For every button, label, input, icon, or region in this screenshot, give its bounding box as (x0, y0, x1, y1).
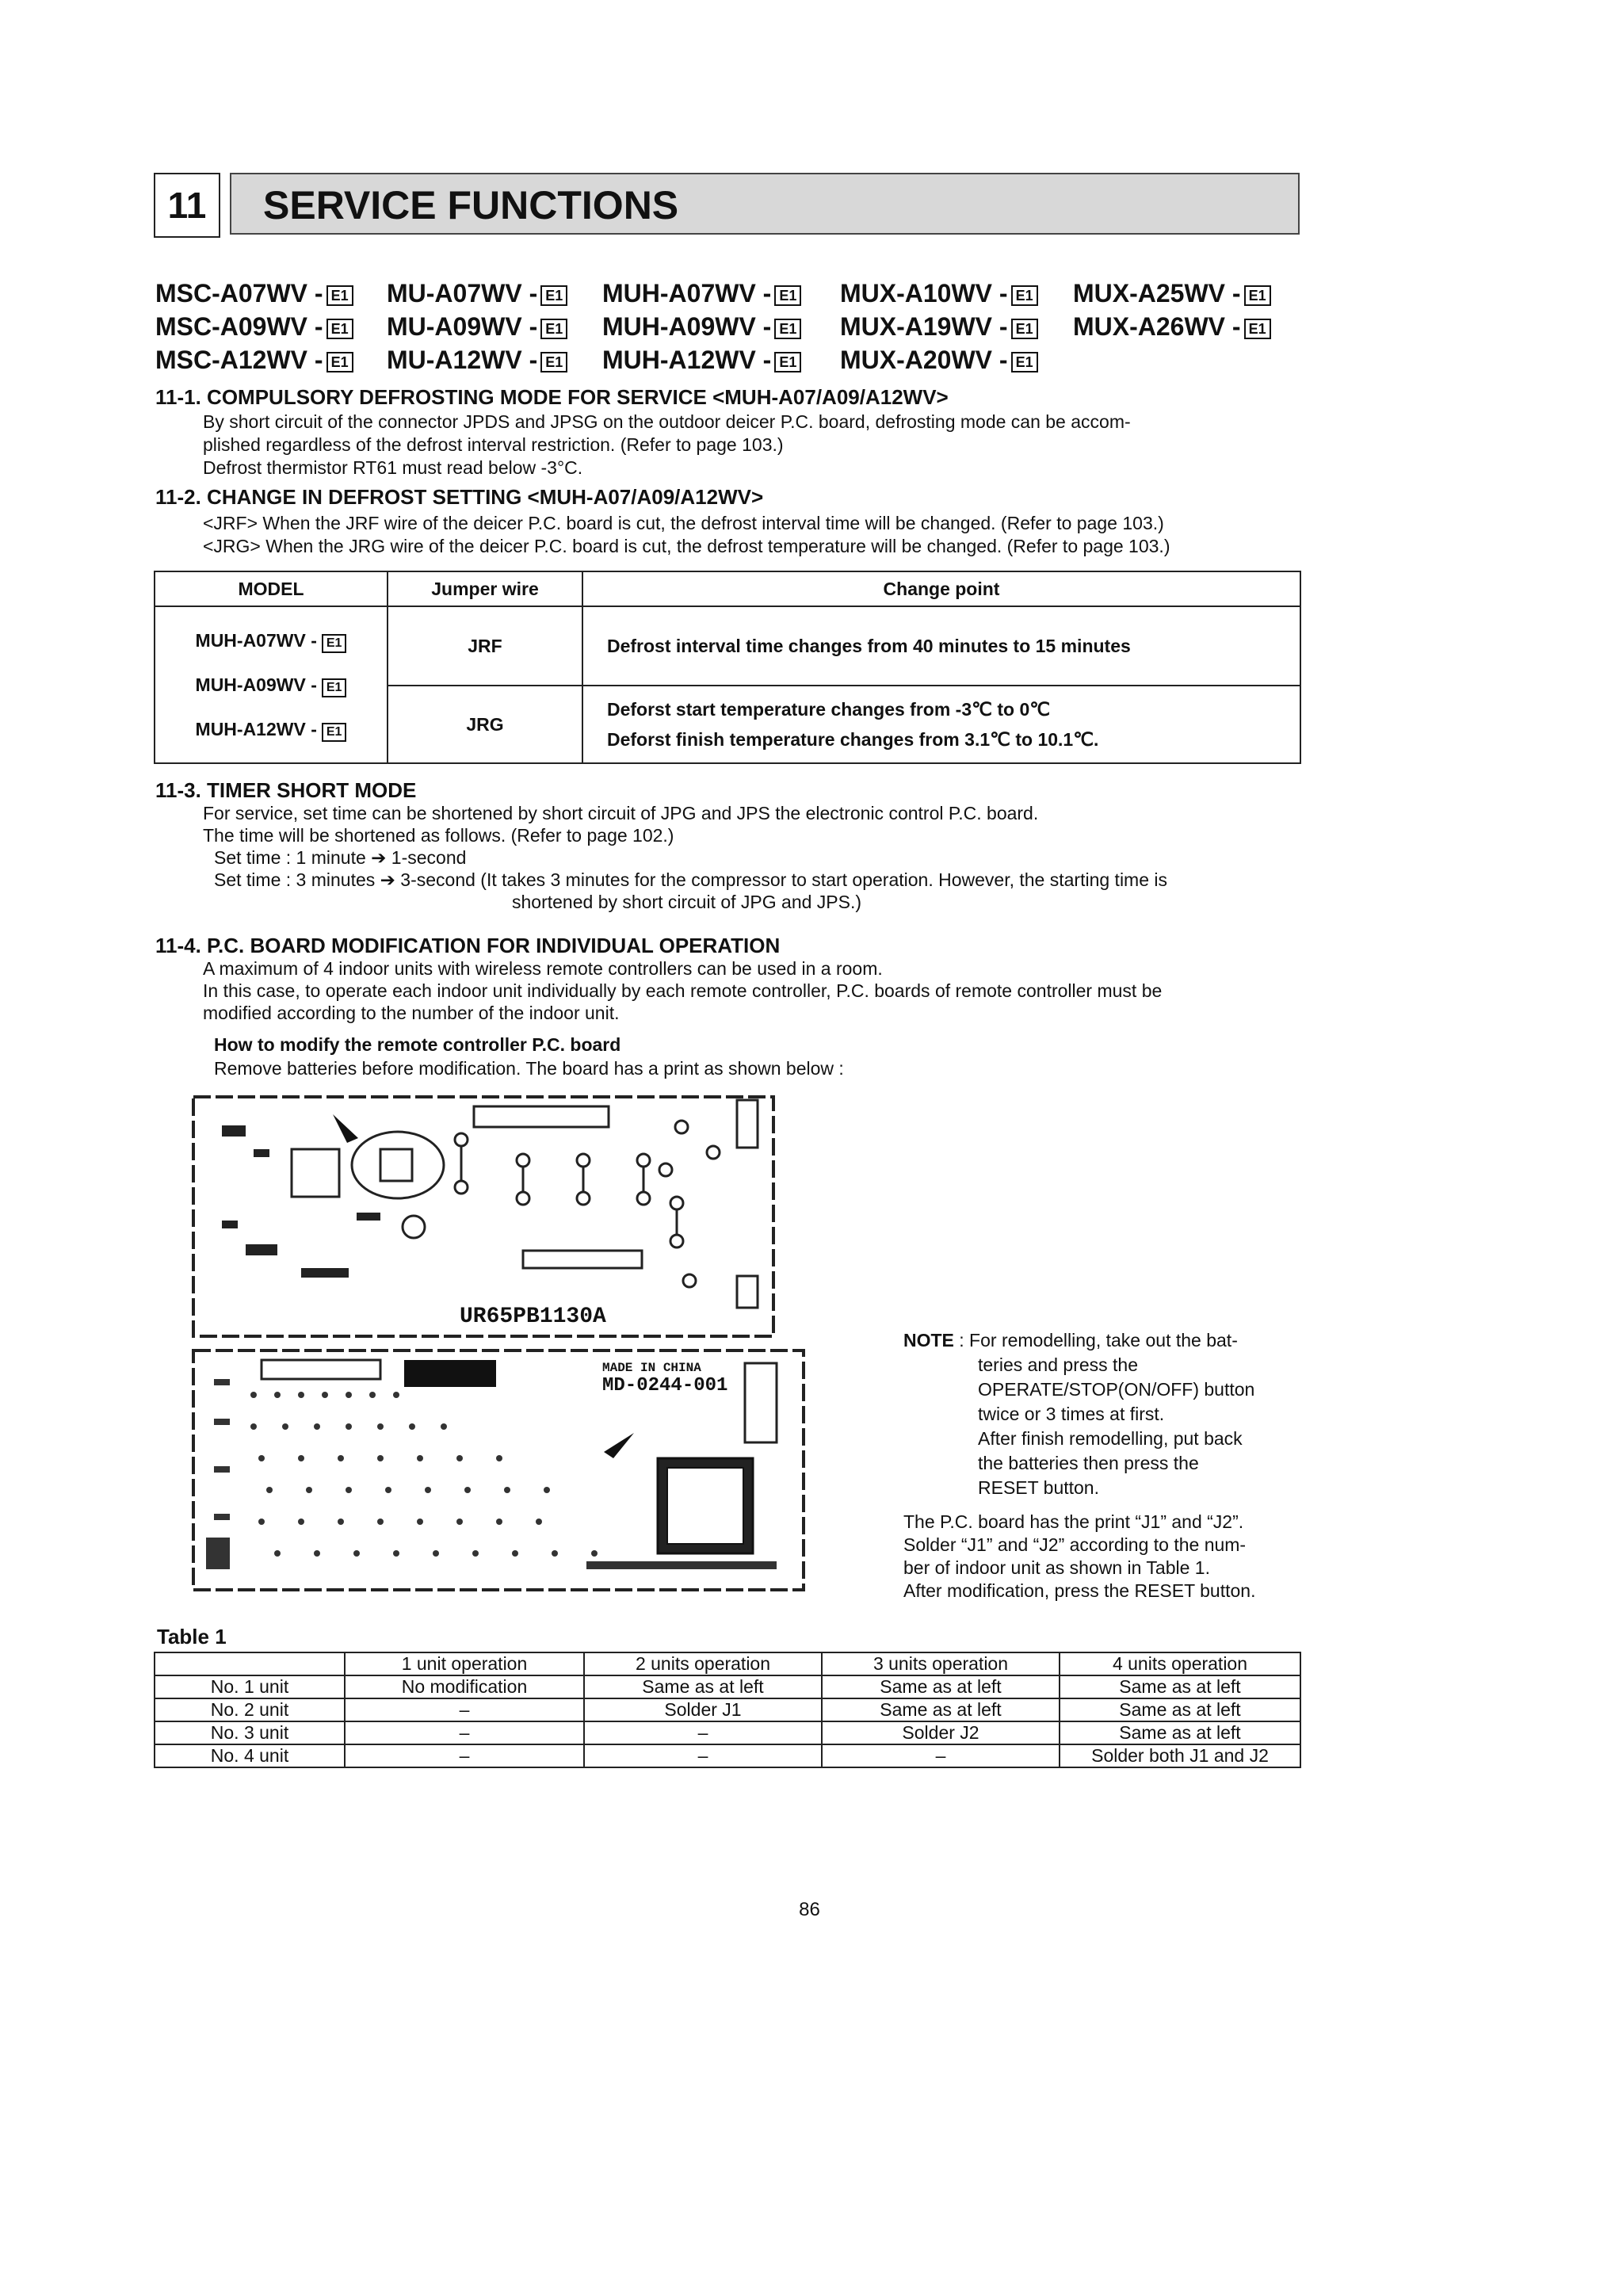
table-header: MODEL (155, 571, 388, 606)
s2-paragraph (203, 512, 1170, 558)
text-line: After finish remodelling, put back (978, 1428, 1243, 1449)
text-line: teries and press the (978, 1354, 1139, 1375)
table-header (155, 1652, 345, 1675)
text-line: twice or 3 times at first. (978, 1404, 1165, 1424)
change-cell: Defrost interval time changes from 40 minutes to 15 minutes (582, 606, 1300, 686)
table1-title: Table 1 (157, 1625, 227, 1648)
text-line: modified according to the number of the indoor unit. (203, 1003, 620, 1023)
table-cell: Same as at left (1060, 1675, 1300, 1698)
model-name: MSC-A07WV - E1 (155, 279, 353, 308)
change-line: Deforst finish temperature changes from 3.1℃ to 10.1℃. (607, 729, 1099, 750)
text-line: A maximum of 4 indoor units with wireless remote controllers can be used in a room. (203, 958, 883, 979)
pcb-part-number: MD-0244-001 (602, 1375, 728, 1396)
s4-paragraph (203, 957, 1162, 1024)
table-cell: – (345, 1744, 584, 1767)
text-line: RESET button. (978, 1477, 1099, 1498)
model-name: MUX-A19WV - E1 (840, 312, 1038, 342)
table-cell: No. 4 unit (155, 1744, 345, 1767)
model-name: MU-A09WV - E1 (387, 312, 567, 342)
text-line: The P.C. board has the print “J1” and “J2”. (903, 1511, 1244, 1532)
table-cell: Same as at left (822, 1698, 1060, 1721)
model-name: MUX-A20WV - E1 (840, 346, 1038, 375)
text-line: By short circuit of the connector JPDS and JPSG on the outdoor deicer P.C. board, defrosting mode can be accom- (203, 411, 1131, 432)
table-cell: Solder both J1 and J2 (1060, 1744, 1300, 1767)
table-row (155, 606, 1300, 686)
s4-subline: Remove batteries before modification. The board has a print as shown below : (214, 1058, 844, 1079)
jumper-cell: JRF (388, 606, 582, 686)
table-header: Change point (582, 571, 1300, 606)
table-header-row (155, 571, 1300, 606)
text-line: In this case, to operate each indoor unit individually by each remote controller, P.C. boards of remote controller must be (203, 980, 1163, 1001)
change-line: Deforst start temperature changes from -3℃ to 0℃ (607, 699, 1051, 720)
table-cell: Same as at left (1060, 1721, 1300, 1744)
change-cell (582, 686, 1300, 763)
table-header: 1 unit operation (345, 1652, 584, 1675)
jumper-cell: JRG (388, 686, 582, 763)
model-name: MUH-A07WV - E1 (602, 279, 801, 308)
text-line: Set time : 1 minute ➔ 1-second (214, 847, 467, 868)
section-number: 11 (154, 173, 220, 238)
text-line: Defrost thermistor RT61 must read below -3°C. (203, 457, 583, 478)
text-line: shortened by short circuit of JPG and JPS.) (512, 892, 862, 912)
table-cell: No. 2 unit (155, 1698, 345, 1721)
note-label: NOTE (903, 1330, 954, 1350)
table-row (155, 1744, 1300, 1767)
model-name: MUH-A09WV - E1 (602, 312, 801, 342)
text-line: ber of indoor unit as shown in Table 1. (903, 1557, 1210, 1578)
table-cell: Same as at left (822, 1675, 1060, 1698)
table-header: 4 units operation (1060, 1652, 1300, 1675)
heading-11-2: 11-2. CHANGE IN DEFROST SETTING <MUH-A07/A09/A12WV> (155, 485, 764, 509)
table-cell: Solder J1 (584, 1698, 822, 1721)
text-line: <JRF> When the JRF wire of the deicer P.C. board is cut, the defrost interval time will be changed. (Refer to page 103.) (203, 513, 1164, 533)
model-name: MSC-A12WV - E1 (155, 346, 353, 375)
text-line: the batteries then press the (978, 1453, 1199, 1473)
text-line: Set time : 3 minutes ➔ 3-second (It takes 3 minutes for the compressor to start operation. However, the starting time is (214, 869, 1168, 890)
table-header: 2 units operation (584, 1652, 822, 1675)
model-name: MUX-A25WV - E1 (1073, 279, 1271, 308)
s1-paragraph (203, 411, 1131, 479)
text-line: The time will be shortened as follows. (Refer to page 102.) (203, 825, 674, 846)
model-cell: MUH-A07WV - E1 MUH-A09WV - E1 MUH-A12WV - E1 (155, 606, 388, 763)
table-header: Jumper wire (388, 571, 582, 606)
pcb-board-label: UR65PB1130A (460, 1305, 606, 1329)
table-cell: No. 3 unit (155, 1721, 345, 1744)
model-name: MU-A07WV - E1 (387, 279, 567, 308)
table-cell: – (822, 1744, 1060, 1767)
text-line: plished regardless of the defrost interval restriction. (Refer to page 103.) (203, 434, 784, 455)
table-cell: Same as at left (1060, 1698, 1300, 1721)
table-row (155, 1698, 1300, 1721)
table-header: 3 units operation (822, 1652, 1060, 1675)
note-block (903, 1328, 1254, 1500)
table-cell: No. 1 unit (155, 1675, 345, 1698)
text-line: For service, set time can be shortened by short circuit of JPG and JPS the electronic control P.C. board. (203, 803, 1039, 823)
table-row (155, 1675, 1300, 1698)
text-line: Solder “J1” and “J2” according to the num- (903, 1534, 1247, 1555)
table-cell: Same as at left (584, 1675, 822, 1698)
table-cell: – (345, 1721, 584, 1744)
model-name: MU-A12WV - E1 (387, 346, 567, 375)
modification-paragraph (903, 1511, 1255, 1603)
text-line: OPERATE/STOP(ON/OFF) button (978, 1379, 1255, 1400)
table-cell: – (584, 1744, 822, 1767)
model-name: MUX-A26WV - E1 (1073, 312, 1271, 342)
model-name: MUX-A10WV - E1 (840, 279, 1038, 308)
table-cell: – (345, 1698, 584, 1721)
s4-subheading: How to modify the remote controller P.C. board (214, 1034, 621, 1055)
table-header-row (155, 1652, 1300, 1675)
table-cell: No modification (345, 1675, 584, 1698)
model-name: MUH-A12WV - E1 (602, 346, 801, 375)
model-name: MSC-A09WV - E1 (155, 312, 353, 342)
pcb-made-in-label: MADE IN CHINA (602, 1361, 701, 1375)
units-table (154, 1652, 1301, 1768)
pcb-board-top (190, 1094, 777, 1339)
section-title: SERVICE FUNCTIONS (230, 173, 1300, 235)
table-cell: – (584, 1721, 822, 1744)
text-line: : For remodelling, take out the bat- (959, 1330, 1238, 1350)
heading-11-3: 11-3. TIMER SHORT MODE (155, 778, 417, 802)
table-cell: Solder J2 (822, 1721, 1060, 1744)
defrost-jumper-table (154, 571, 1301, 764)
heading-11-1: 11-1. COMPULSORY DEFROSTING MODE FOR SERVICE <MUH-A07/A09/A12WV> (155, 385, 949, 409)
page-number: 86 (799, 1899, 820, 1920)
table-row (155, 1721, 1300, 1744)
heading-11-4: 11-4. P.C. BOARD MODIFICATION FOR INDIVIDUAL OPERATION (155, 934, 781, 957)
text-line: <JRG> When the JRG wire of the deicer P.C. board is cut, the defrost temperature will be changed. (Refer to page 103.) (203, 536, 1170, 556)
s3-paragraph (203, 802, 1167, 913)
text-line: After modification, press the RESET button. (903, 1580, 1256, 1601)
pcb-board-bottom (190, 1347, 807, 1593)
